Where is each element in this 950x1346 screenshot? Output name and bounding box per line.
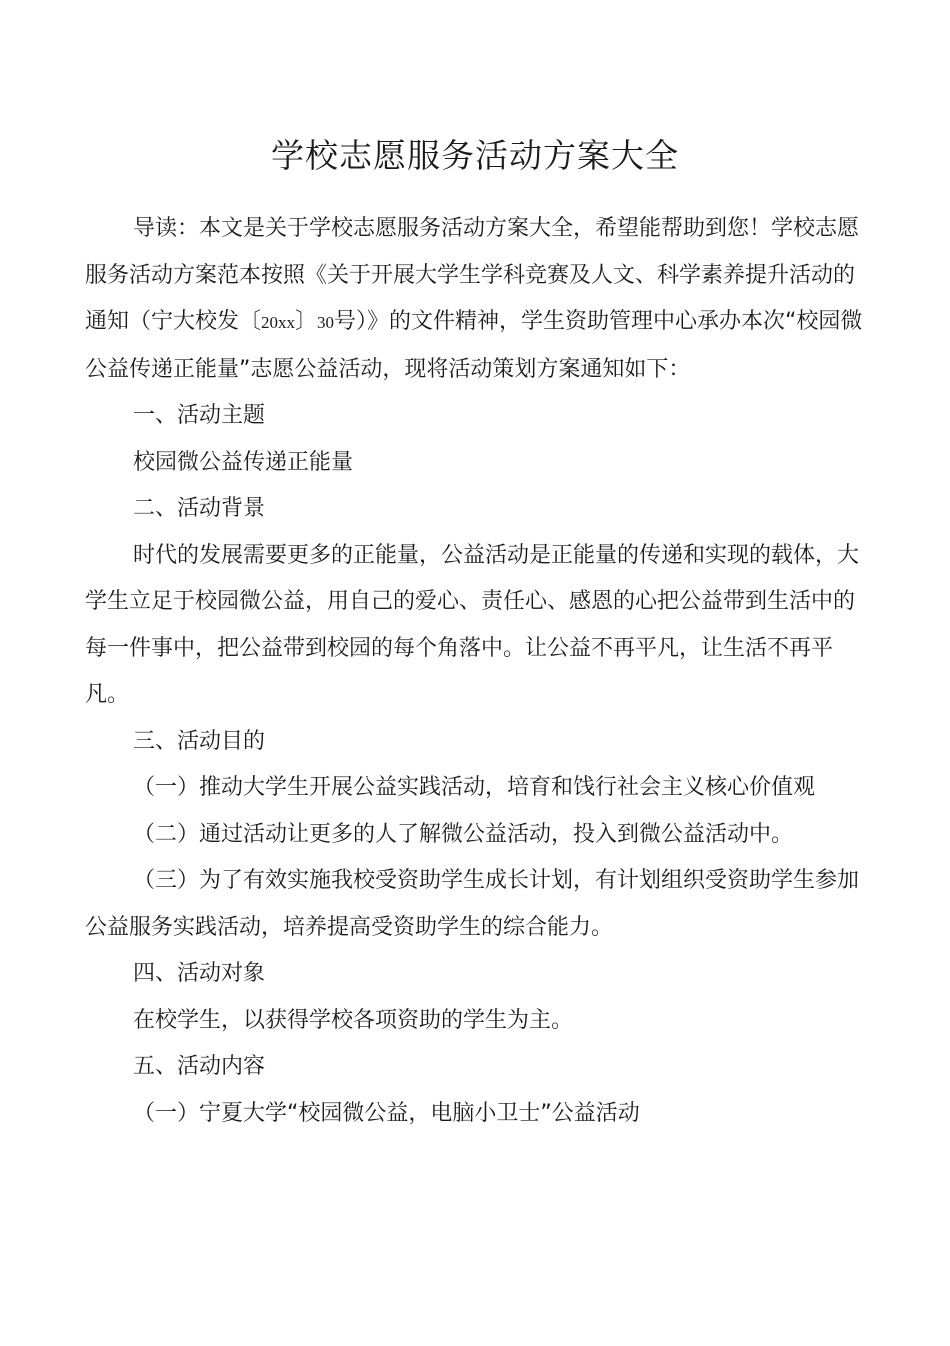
intro-text-part2: 号）》的文件精神，学生资助管理中心承办本次“校园微公益传递正能量”志愿公益活动，现将活动策划方案通知如下： [85, 309, 863, 382]
background-text: 时代的发展需要更多的正能量，公益活动是正能量的传递和实现的载体，大学生立足于校园微公益，用自己的爱心、责任心、感恩的心把公益带到生活中的每一件事中，把公益带到校园的每个角落中。让公益不再平凡，让生活不再平凡。 [85, 542, 860, 707]
document-title: 学校志愿服务活动方案大全 [271, 136, 679, 175]
document-body [85, 206, 865, 1137]
intro-year-number: 20xx [261, 313, 296, 332]
content-item-1: （一）宁夏大学“校园微公益，电脑小卫士”公益活动 [133, 1100, 640, 1126]
section-heading-content: 五、活动内容 [133, 1054, 266, 1079]
section-heading-purpose: 三、活动目的 [133, 728, 266, 754]
purpose-item-3: （三）为了有效实施我校受资助学生成长计划，有计划组织受资助学生参加公益服务实践活动，培养提高受资助学生的综合能力。 [85, 868, 860, 940]
section-heading-theme: 一、活动主题 [133, 403, 266, 428]
section-heading-audience: 四、活动对象 [133, 961, 266, 986]
intro-doc-number: 30 [317, 313, 335, 332]
intro-bracket-close: 〕 [295, 309, 318, 334]
theme-text: 校园微公益传递正能量 [133, 449, 354, 475]
purpose-item-2: （二）通过活动让更多的人了解微公益活动，投入到微公益活动中。 [133, 821, 794, 847]
intro-paragraph [85, 206, 865, 393]
intro-text-part1: 学校志愿服务活动方案范本按照《关于开展大学生学科竞赛及人文、科学素养提升活动的通知（宁大校发〔 [85, 216, 860, 334]
purpose-item-1: （一）推动大学生开展公益实践活动，培育和饯行社会主义核心价值观 [133, 775, 816, 800]
intro-lead: 导读：本文是关于学校志愿服务活动方案大全，希望能帮助到您！ [133, 216, 772, 241]
section-heading-background: 二、活动背景 [133, 496, 266, 521]
audience-text: 在校学生，以获得学校各项资助的学生为主。 [133, 1007, 574, 1033]
